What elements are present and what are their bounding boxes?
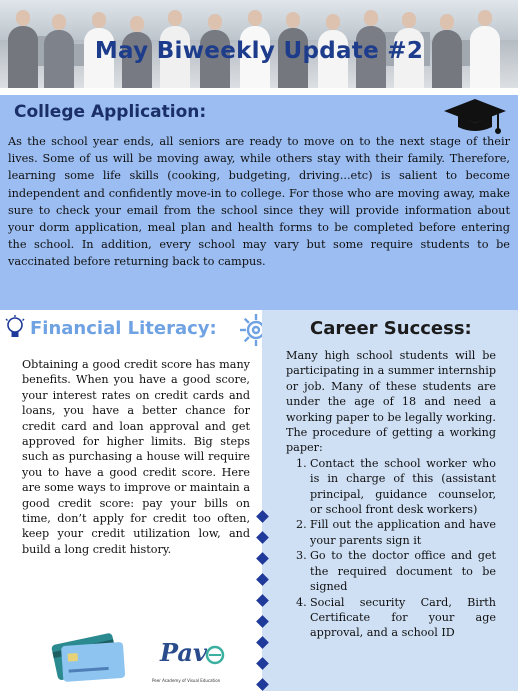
page-title: May Biweekly Update #2 (94, 38, 424, 64)
diamond-icon (256, 678, 269, 691)
career-success-heading: Career Success: (310, 318, 472, 339)
diamond-icon (256, 636, 269, 649)
diamond-icon (256, 657, 269, 670)
logo-e-icon (204, 644, 226, 666)
working-paper-steps (286, 456, 496, 641)
list-item: 2. Fill out the application and have your parents sign it (296, 518, 496, 547)
college-application-heading: College Application: (14, 102, 207, 122)
diamond-icon (256, 573, 269, 586)
logo-name: Pav (160, 638, 207, 667)
credit-card-icon (48, 628, 130, 684)
diamond-icon (256, 531, 269, 544)
list-item: 4. Social security Card, Birth Certificate for your age approval, and a school ID (296, 595, 496, 640)
career-success-text (286, 348, 496, 641)
diamond-divider (256, 510, 270, 691)
financial-literacy-heading: Financial Literacy: (30, 318, 217, 339)
diamond-icon (256, 615, 269, 628)
financial-literacy-text: Obtaining a good credit score has many benefits. When you have a good score, your interest rates on credit cards and loans, you have a better chance for credit card and loan approval and get approved for higher limits. Big steps such as purchasing a house will require you to have a good credit score. Here are some ways to improve or maintain a good credit score: pay your bills on time, don’t apply for credit too often, keep your credit utilization low, and build a long credit history. (22, 358, 250, 556)
college-application-text: As the school year ends, all seniors are ready to move on to the next stage of their lives. Some of us will be moving away, while others stay with their family. Therefore, learning some life skills (cooking, budgeting, driving...etc) is salient to become independent and confidently move-in to college. For those who are moving away, make sure to check your email from the school since they will provide information about your dorm application, meal plan and health forms to be completed before entering the school. In addition, every school may vary but some require students to be vaccinated before returning back to campus. (8, 135, 510, 269)
diamond-icon (256, 552, 269, 565)
logo-tagline: Peer Academy of Visual Education (152, 678, 221, 683)
list-item: 3. Go to the doctor office and get the required document to be signed (296, 549, 496, 594)
pav-logo (152, 636, 226, 688)
diamond-icon (256, 594, 269, 607)
diamond-icon (256, 510, 269, 523)
career-success-section (262, 310, 518, 691)
list-item: 1. Contact the school worker who is in charge of this (assistant principal, guidance counselor, or school front desk workers) (296, 456, 496, 517)
career-intro: Many high school students will be participating in a summer internship or job. Many of these students are under the age of 18 and need a working paper to be legally working. The procedure of getting a working paper: (286, 349, 496, 455)
college-application-section (0, 95, 518, 310)
lightbulb-icon (4, 315, 26, 341)
